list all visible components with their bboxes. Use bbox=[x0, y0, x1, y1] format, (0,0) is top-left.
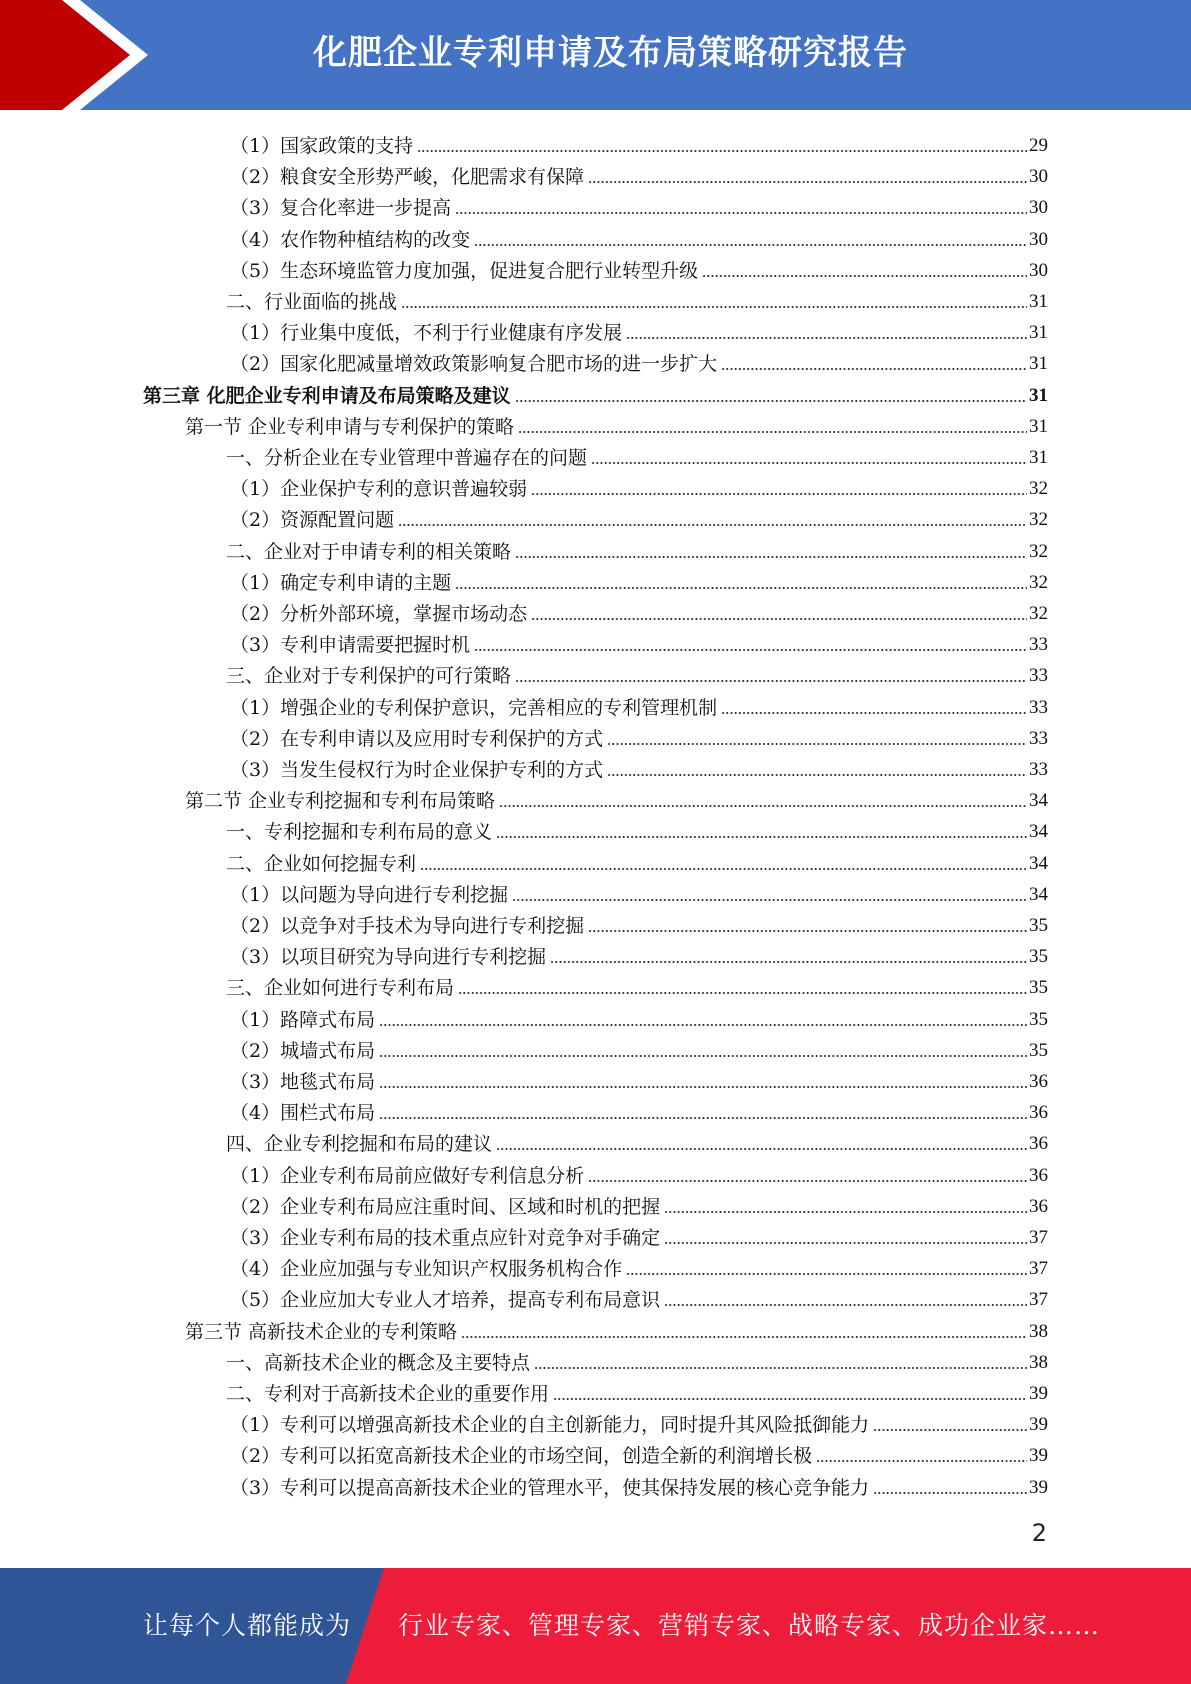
toc-dot-leader bbox=[607, 773, 1027, 777]
toc-dot-leader bbox=[512, 898, 1027, 902]
toc-entry[interactable] bbox=[230, 689, 1048, 720]
toc-entry-title: 第一节 企业专利申请与专利保护的策略 bbox=[185, 415, 515, 438]
toc-entry[interactable] bbox=[226, 969, 1048, 1000]
toc-entry[interactable] bbox=[226, 1375, 1048, 1406]
toc-dot-leader bbox=[496, 835, 1027, 839]
toc-dot-leader bbox=[591, 461, 1027, 465]
toc-entry-title: 二、企业对于申请专利的相关策略 bbox=[226, 540, 512, 563]
toc-entry[interactable] bbox=[230, 1188, 1048, 1219]
toc-entry-title: （3）地毯式布局 bbox=[230, 1071, 376, 1093]
toc-entry[interactable] bbox=[230, 189, 1048, 220]
toc-entry[interactable] bbox=[226, 845, 1048, 876]
toc-dot-leader bbox=[379, 1085, 1027, 1089]
toc-entry-page: 35 bbox=[1029, 915, 1048, 936]
footer-slogan-right: 行业专家、管理专家、营销专家、战略专家、成功企业家…… bbox=[398, 1611, 1101, 1640]
toc-entry-page: 31 bbox=[1029, 384, 1048, 406]
toc-entry-title: （1）国家政策的支持 bbox=[230, 135, 414, 157]
toc-dot-leader bbox=[664, 1210, 1027, 1214]
toc-entry[interactable] bbox=[230, 314, 1048, 345]
toc-entry-title: 第二节 企业专利挖掘和专利布局策略 bbox=[185, 790, 496, 813]
toc-entry-page: 38 bbox=[1029, 1320, 1048, 1342]
toc-entry-title: （1）专利可以增强高新技术企业的自主创新能力，同时提升其风险抵御能力 bbox=[230, 1414, 870, 1437]
toc-dot-leader bbox=[398, 523, 1027, 527]
toc-entry-page: 34 bbox=[1029, 790, 1048, 812]
toc-entry-title: 二、企业如何挖掘专利 bbox=[226, 852, 417, 875]
toc-entry[interactable] bbox=[230, 720, 1048, 751]
toc-dot-leader bbox=[401, 305, 1027, 309]
toc-entry-page: 32 bbox=[1029, 509, 1048, 531]
toc-entry[interactable] bbox=[230, 1063, 1048, 1094]
toc-entry[interactable] bbox=[226, 1125, 1048, 1156]
toc-entry-page: 39 bbox=[1029, 1476, 1048, 1498]
toc-entry[interactable] bbox=[230, 1032, 1048, 1063]
toc-entry-title: 三、企业如何进行专利布局 bbox=[226, 977, 455, 1000]
toc-entry-title: （2）城墙式布局 bbox=[230, 1039, 376, 1062]
page-header bbox=[0, 0, 1191, 110]
toc-entry-title: （3）专利申请需要把握时机 bbox=[230, 634, 471, 657]
toc-entry-page: 37 bbox=[1029, 1289, 1048, 1311]
toc-entry-page: 34 bbox=[1029, 821, 1048, 843]
toc-entry[interactable] bbox=[226, 533, 1048, 564]
toc-entry-page: 36 bbox=[1029, 1102, 1048, 1124]
toc-entry-title: 一、专利挖掘和专利布局的意义 bbox=[226, 821, 493, 844]
toc-entry[interactable] bbox=[230, 1281, 1048, 1312]
toc-entry-title: （2）国家化肥减量增效政策影响复合肥市场的进一步扩大 bbox=[230, 353, 718, 376]
toc-entry[interactable] bbox=[226, 439, 1048, 470]
toc-entry-page: 36 bbox=[1029, 1133, 1048, 1155]
toc-entry-title: （3）企业专利布局的技术重点应针对竞争对手确定 bbox=[230, 1227, 661, 1249]
toc-dot-leader bbox=[588, 1179, 1027, 1183]
toc-entry-page: 35 bbox=[1029, 1008, 1048, 1030]
toc-entry[interactable] bbox=[230, 158, 1048, 189]
toc-entry[interactable] bbox=[185, 408, 1048, 439]
toc-entry-title: （2）资源配置问题 bbox=[230, 509, 395, 532]
toc-entry-page: 31 bbox=[1029, 353, 1048, 375]
toc-entry[interactable] bbox=[226, 813, 1048, 844]
toc-entry-page: 34 bbox=[1029, 852, 1048, 874]
toc-entry-title: （4）农作物种植结构的改变 bbox=[230, 228, 471, 251]
toc-entry-title: （3）以项目研究为导向进行专利挖掘 bbox=[230, 946, 547, 969]
toc-dot-leader bbox=[474, 648, 1027, 652]
toc-dot-leader bbox=[420, 867, 1027, 871]
toc-entry-page: 30 bbox=[1029, 228, 1048, 250]
toc-entry-page: 30 bbox=[1029, 259, 1048, 281]
toc-entry-title: 第三章 化肥企业专利申请及布局策略及建议 bbox=[143, 384, 511, 407]
toc-entry-page: 34 bbox=[1029, 883, 1048, 905]
toc-entry-title: （2）分析外部环境，掌握市场动态 bbox=[230, 603, 528, 625]
toc-entry[interactable] bbox=[230, 252, 1048, 283]
toc-dot-leader bbox=[721, 367, 1027, 371]
toc-entry[interactable] bbox=[230, 595, 1048, 626]
toc-entry[interactable] bbox=[230, 470, 1048, 501]
toc-entry-title: 二、专利对于高新技术企业的重要作用 bbox=[226, 1383, 550, 1405]
toc-dot-leader bbox=[588, 180, 1027, 184]
toc-entry[interactable] bbox=[230, 751, 1048, 782]
toc-dot-leader bbox=[458, 991, 1027, 995]
toc-entry[interactable] bbox=[230, 1437, 1048, 1468]
toc-entry-page: 35 bbox=[1029, 1039, 1048, 1061]
toc-entry[interactable] bbox=[230, 907, 1048, 938]
toc-entry-title: （5）生态环境监管力度加强，促进复合肥行业转型升级 bbox=[230, 259, 699, 282]
footer-slogan-left: 让每个人都能成为 bbox=[143, 1611, 352, 1640]
toc-entry-page: 36 bbox=[1029, 1195, 1048, 1217]
toc-dot-leader bbox=[417, 149, 1027, 153]
toc-dot-leader bbox=[553, 1397, 1027, 1401]
toc-entry-title: （1）路障式布局 bbox=[230, 1008, 376, 1031]
toc-entry-title: 四、企业专利挖掘和布局的建议 bbox=[226, 1133, 493, 1156]
toc-entry-title: （2）在专利申请以及应用时专利保护的方式 bbox=[230, 727, 604, 750]
toc-dot-leader bbox=[531, 492, 1027, 496]
toc-entry-page: 30 bbox=[1029, 166, 1048, 188]
toc-entry[interactable] bbox=[230, 626, 1048, 657]
toc-entry[interactable] bbox=[185, 1313, 1048, 1344]
toc-entry-title: （2）专利可以拓宽高新技术企业的市场空间，创造全新的利润增长极 bbox=[230, 1445, 813, 1468]
toc-dot-leader bbox=[461, 1335, 1027, 1339]
toc-entry-page: 33 bbox=[1029, 759, 1048, 780]
toc-entry-page: 33 bbox=[1029, 665, 1048, 687]
toc-entry-page: 29 bbox=[1029, 135, 1048, 156]
toc-dot-leader bbox=[531, 617, 1027, 621]
toc-entry-page: 36 bbox=[1029, 1164, 1048, 1186]
toc-dot-leader bbox=[379, 1054, 1027, 1058]
toc-entry-page: 39 bbox=[1029, 1383, 1048, 1404]
toc-dot-leader bbox=[702, 274, 1027, 278]
page-footer bbox=[0, 1568, 1191, 1684]
toc-entry-page: 37 bbox=[1029, 1227, 1048, 1248]
toc-entry-page: 30 bbox=[1029, 197, 1048, 219]
toc-entry-title: （2）粮食安全形势严峻，化肥需求有保障 bbox=[230, 166, 585, 189]
toc-entry-page: 33 bbox=[1029, 727, 1048, 749]
toc-entry-title: （3）专利可以提高高新技术企业的管理水平，使其保持发展的核心竞争能力 bbox=[230, 1476, 870, 1499]
toc-dot-leader bbox=[499, 804, 1027, 808]
toc-entry-title: （4）围栏式布局 bbox=[230, 1102, 376, 1125]
toc-entry[interactable] bbox=[230, 501, 1048, 532]
toc-entry-page: 35 bbox=[1029, 946, 1048, 968]
toc-entry-title: （5）企业应加大专业人才培养，提高专利布局意识 bbox=[230, 1289, 661, 1312]
toc-entry-title: （3）当发生侵权行为时企业保护专利的方式 bbox=[230, 759, 604, 781]
toc-entry-page: 38 bbox=[1029, 1351, 1048, 1373]
toc-entry[interactable] bbox=[230, 1406, 1048, 1437]
toc-entry-page: 37 bbox=[1029, 1258, 1048, 1280]
toc-dot-leader bbox=[873, 1491, 1027, 1495]
toc-entry[interactable] bbox=[230, 564, 1048, 595]
toc-entry-page: 31 bbox=[1029, 447, 1048, 468]
toc-entry-title: 第三节 高新技术企业的专利策略 bbox=[185, 1320, 458, 1343]
toc-dot-leader bbox=[626, 1272, 1027, 1276]
toc-dot-leader bbox=[664, 1303, 1027, 1307]
toc-entry-title: （4）企业应加强与专业知识产权服务机构合作 bbox=[230, 1258, 623, 1281]
toc-dot-leader bbox=[515, 399, 1027, 403]
toc-dot-leader bbox=[474, 243, 1027, 247]
toc-dot-leader bbox=[515, 679, 1027, 683]
toc-entry-page: 32 bbox=[1029, 478, 1048, 500]
toc-entry-title: （1）增强企业的专利保护意识，完善相应的专利管理机制 bbox=[230, 696, 718, 719]
toc-entry-page: 33 bbox=[1029, 696, 1048, 718]
toc-entry[interactable] bbox=[226, 657, 1048, 688]
toc-entry[interactable] bbox=[230, 1157, 1048, 1188]
toc-entry-page: 33 bbox=[1029, 634, 1048, 656]
toc-dot-leader bbox=[496, 1147, 1027, 1151]
toc-entry-title: 二、行业面临的挑战 bbox=[226, 291, 398, 313]
toc-entry-title: （1）以问题为导向进行专利挖掘 bbox=[230, 883, 509, 906]
toc-dot-leader bbox=[873, 1428, 1027, 1432]
toc-entry-title: （1）企业专利布局前应做好专利信息分析 bbox=[230, 1164, 585, 1187]
toc-dot-leader bbox=[550, 960, 1027, 964]
toc-dot-leader bbox=[455, 586, 1027, 590]
toc-entry[interactable] bbox=[230, 938, 1048, 969]
toc-entry-title: 三、企业对于专利保护的可行策略 bbox=[226, 665, 512, 688]
toc-entry-title: 一、高新技术企业的概念及主要特点 bbox=[226, 1351, 531, 1374]
toc-dot-leader bbox=[816, 1459, 1027, 1463]
toc-entry-page: 35 bbox=[1029, 977, 1048, 999]
toc-dot-leader bbox=[721, 711, 1027, 715]
toc-entry[interactable] bbox=[185, 782, 1048, 813]
toc-entry[interactable] bbox=[226, 283, 1048, 314]
toc-entry-page: 36 bbox=[1029, 1071, 1048, 1092]
toc-dot-leader bbox=[664, 1241, 1027, 1245]
toc-entry-page: 31 bbox=[1029, 291, 1048, 312]
toc-entry-page: 39 bbox=[1029, 1414, 1048, 1436]
toc-entry[interactable] bbox=[230, 876, 1048, 907]
toc-entry[interactable] bbox=[230, 1001, 1048, 1032]
toc-entry-title: （2）以竞争对手技术为导向进行专利挖掘 bbox=[230, 915, 585, 937]
toc-entry[interactable] bbox=[230, 127, 1048, 158]
toc-entry-page: 39 bbox=[1029, 1445, 1048, 1467]
report-title: 化肥企业专利申请及布局策略研究报告 bbox=[313, 33, 908, 73]
toc-entry[interactable] bbox=[226, 1344, 1048, 1375]
toc-entry[interactable] bbox=[230, 1219, 1048, 1250]
toc-entry[interactable] bbox=[230, 345, 1048, 376]
toc-entry-page: 32 bbox=[1029, 571, 1048, 593]
toc-entry-title: （1）确定专利申请的主题 bbox=[230, 571, 452, 594]
toc-dot-leader bbox=[379, 1116, 1027, 1120]
toc-entry[interactable] bbox=[230, 1094, 1048, 1125]
toc-entry-page: 31 bbox=[1029, 415, 1048, 437]
toc-dot-leader bbox=[379, 1023, 1027, 1027]
toc-entry-page: 32 bbox=[1029, 540, 1048, 562]
toc-entry[interactable] bbox=[230, 1469, 1048, 1500]
toc-entry[interactable] bbox=[230, 221, 1048, 252]
toc-entry[interactable] bbox=[143, 377, 1048, 408]
page-number: 2 bbox=[1031, 1519, 1047, 1547]
toc-dot-leader bbox=[515, 555, 1027, 559]
toc-entry-title: （2）企业专利布局应注重时间、区域和时机的把握 bbox=[230, 1195, 661, 1218]
toc-entry[interactable] bbox=[230, 1250, 1048, 1281]
toc-entry-title: （1）行业集中度低，不利于行业健康有序发展 bbox=[230, 322, 623, 345]
toc-dot-leader bbox=[455, 211, 1027, 215]
toc-dot-leader bbox=[626, 336, 1027, 340]
toc-dot-leader bbox=[607, 742, 1027, 746]
toc-entry-title: 一、分析企业在专业管理中普遍存在的问题 bbox=[226, 447, 588, 469]
toc-dot-leader bbox=[534, 1366, 1027, 1370]
toc-entry-page: 31 bbox=[1029, 322, 1048, 344]
toc-entry-title: （1）企业保护专利的意识普遍较弱 bbox=[230, 478, 528, 501]
toc-entry-page: 32 bbox=[1029, 603, 1048, 624]
toc-dot-leader bbox=[518, 430, 1027, 434]
toc-entry-title: （3）复合化率进一步提高 bbox=[230, 197, 452, 220]
toc-dot-leader bbox=[588, 929, 1027, 933]
